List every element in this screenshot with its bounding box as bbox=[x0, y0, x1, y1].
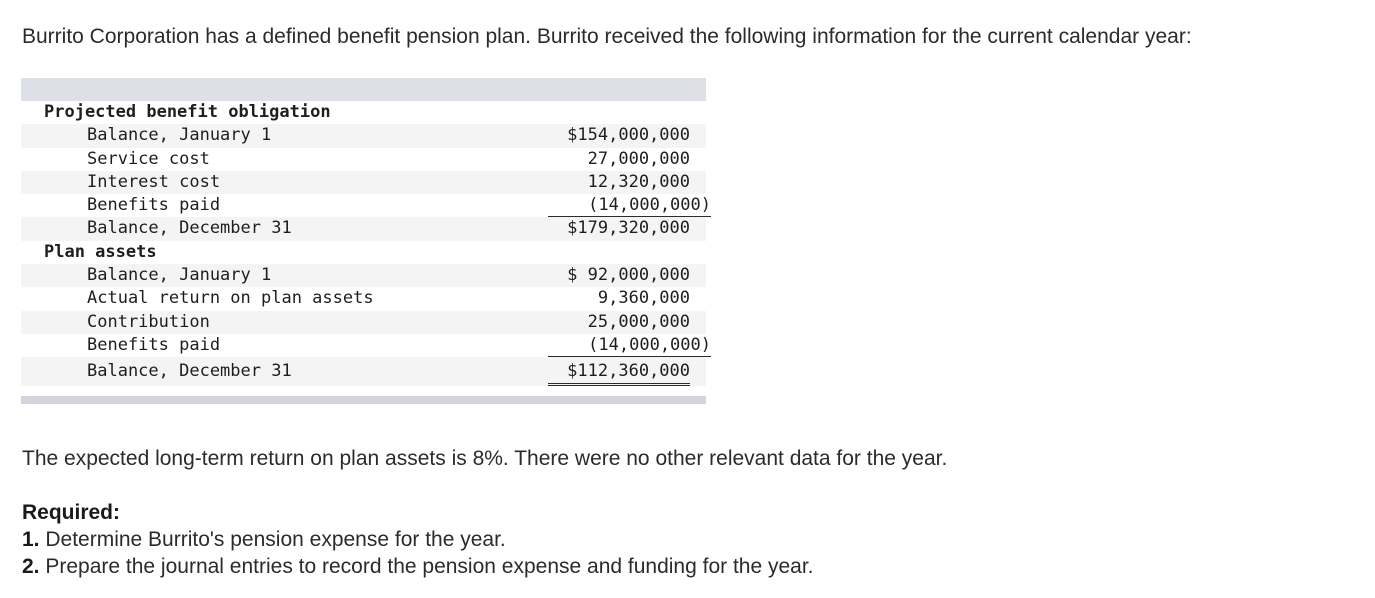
row-amount-cell bbox=[548, 171, 690, 194]
row-label: Benefits paid bbox=[87, 195, 221, 216]
row-amount: $ 92,000,000 bbox=[567, 265, 690, 286]
expected-return-text: The expected long-term return on plan assets is 8%. There were no other relevant data for the year. bbox=[22, 447, 948, 470]
pension-data-table bbox=[21, 78, 711, 404]
table-footer-band bbox=[21, 396, 706, 404]
assets-heading: Plan assets bbox=[44, 241, 157, 262]
row-amount-cell bbox=[548, 264, 690, 287]
table-body bbox=[21, 101, 711, 386]
row-label: Balance, January 1 bbox=[87, 125, 272, 146]
row-amount: 12,320,000 bbox=[587, 171, 690, 192]
table-row bbox=[21, 194, 711, 217]
row-amount-cell bbox=[548, 287, 690, 310]
row-label: Balance, December 31 bbox=[87, 218, 292, 239]
row-amount-cell bbox=[548, 217, 690, 240]
row-amount: 9,360,000 bbox=[597, 288, 690, 309]
table-row bbox=[21, 311, 706, 334]
row-label: Contribution bbox=[87, 311, 210, 332]
required-item-number: 1. bbox=[22, 528, 40, 551]
row-amount-cell bbox=[548, 194, 711, 217]
required-item-1 bbox=[22, 527, 506, 553]
row-amount: 27,000,000 bbox=[587, 148, 690, 169]
required-item-number: 2. bbox=[22, 555, 40, 578]
required-item-text: Prepare the journal entries to record the pension expense and funding for the year. bbox=[39, 555, 814, 578]
row-amount: $154,000,000 bbox=[567, 125, 690, 146]
required-heading bbox=[22, 500, 120, 526]
row-amount: 25,000,000 bbox=[587, 311, 690, 332]
required-label: Required: bbox=[22, 501, 121, 524]
table-row bbox=[21, 264, 706, 287]
row-amount-cell bbox=[548, 311, 690, 334]
intro-text: Burrito Corporation has a defined benefit pension plan. Burrito received the following information for the current calendar year: bbox=[22, 25, 1192, 48]
row-label: Balance, January 1 bbox=[87, 265, 272, 286]
table-row bbox=[21, 171, 706, 194]
row-amount: (14,000,000) bbox=[588, 195, 711, 216]
row-label: Service cost bbox=[87, 148, 210, 169]
row-amount-cell bbox=[548, 357, 690, 386]
pbo-heading: Projected benefit obligation bbox=[44, 102, 331, 122]
row-label: Actual return on plan assets bbox=[87, 288, 374, 309]
row-amount-cell bbox=[548, 334, 711, 357]
row-amount: $179,320,000 bbox=[567, 218, 690, 239]
table-row bbox=[21, 287, 706, 310]
row-label: Balance, December 31 bbox=[87, 361, 292, 382]
row-amount-cell bbox=[548, 148, 690, 171]
row-label: Benefits paid bbox=[87, 334, 221, 355]
table-row bbox=[21, 124, 706, 147]
required-item-2 bbox=[22, 554, 814, 580]
required-item-text: Determine Burrito's pension expense for the year. bbox=[39, 528, 506, 551]
table-row bbox=[21, 357, 706, 386]
assets-heading-row bbox=[21, 241, 706, 264]
row-label: Interest cost bbox=[87, 171, 221, 192]
row-amount: (14,000,000) bbox=[588, 334, 711, 355]
table-row bbox=[21, 217, 706, 240]
table-row bbox=[21, 334, 711, 357]
pbo-heading-row bbox=[21, 101, 706, 124]
table-row bbox=[21, 148, 706, 171]
table-header-band bbox=[21, 78, 706, 101]
row-amount: $112,360,000 bbox=[567, 361, 690, 382]
row-amount-cell bbox=[548, 124, 690, 147]
